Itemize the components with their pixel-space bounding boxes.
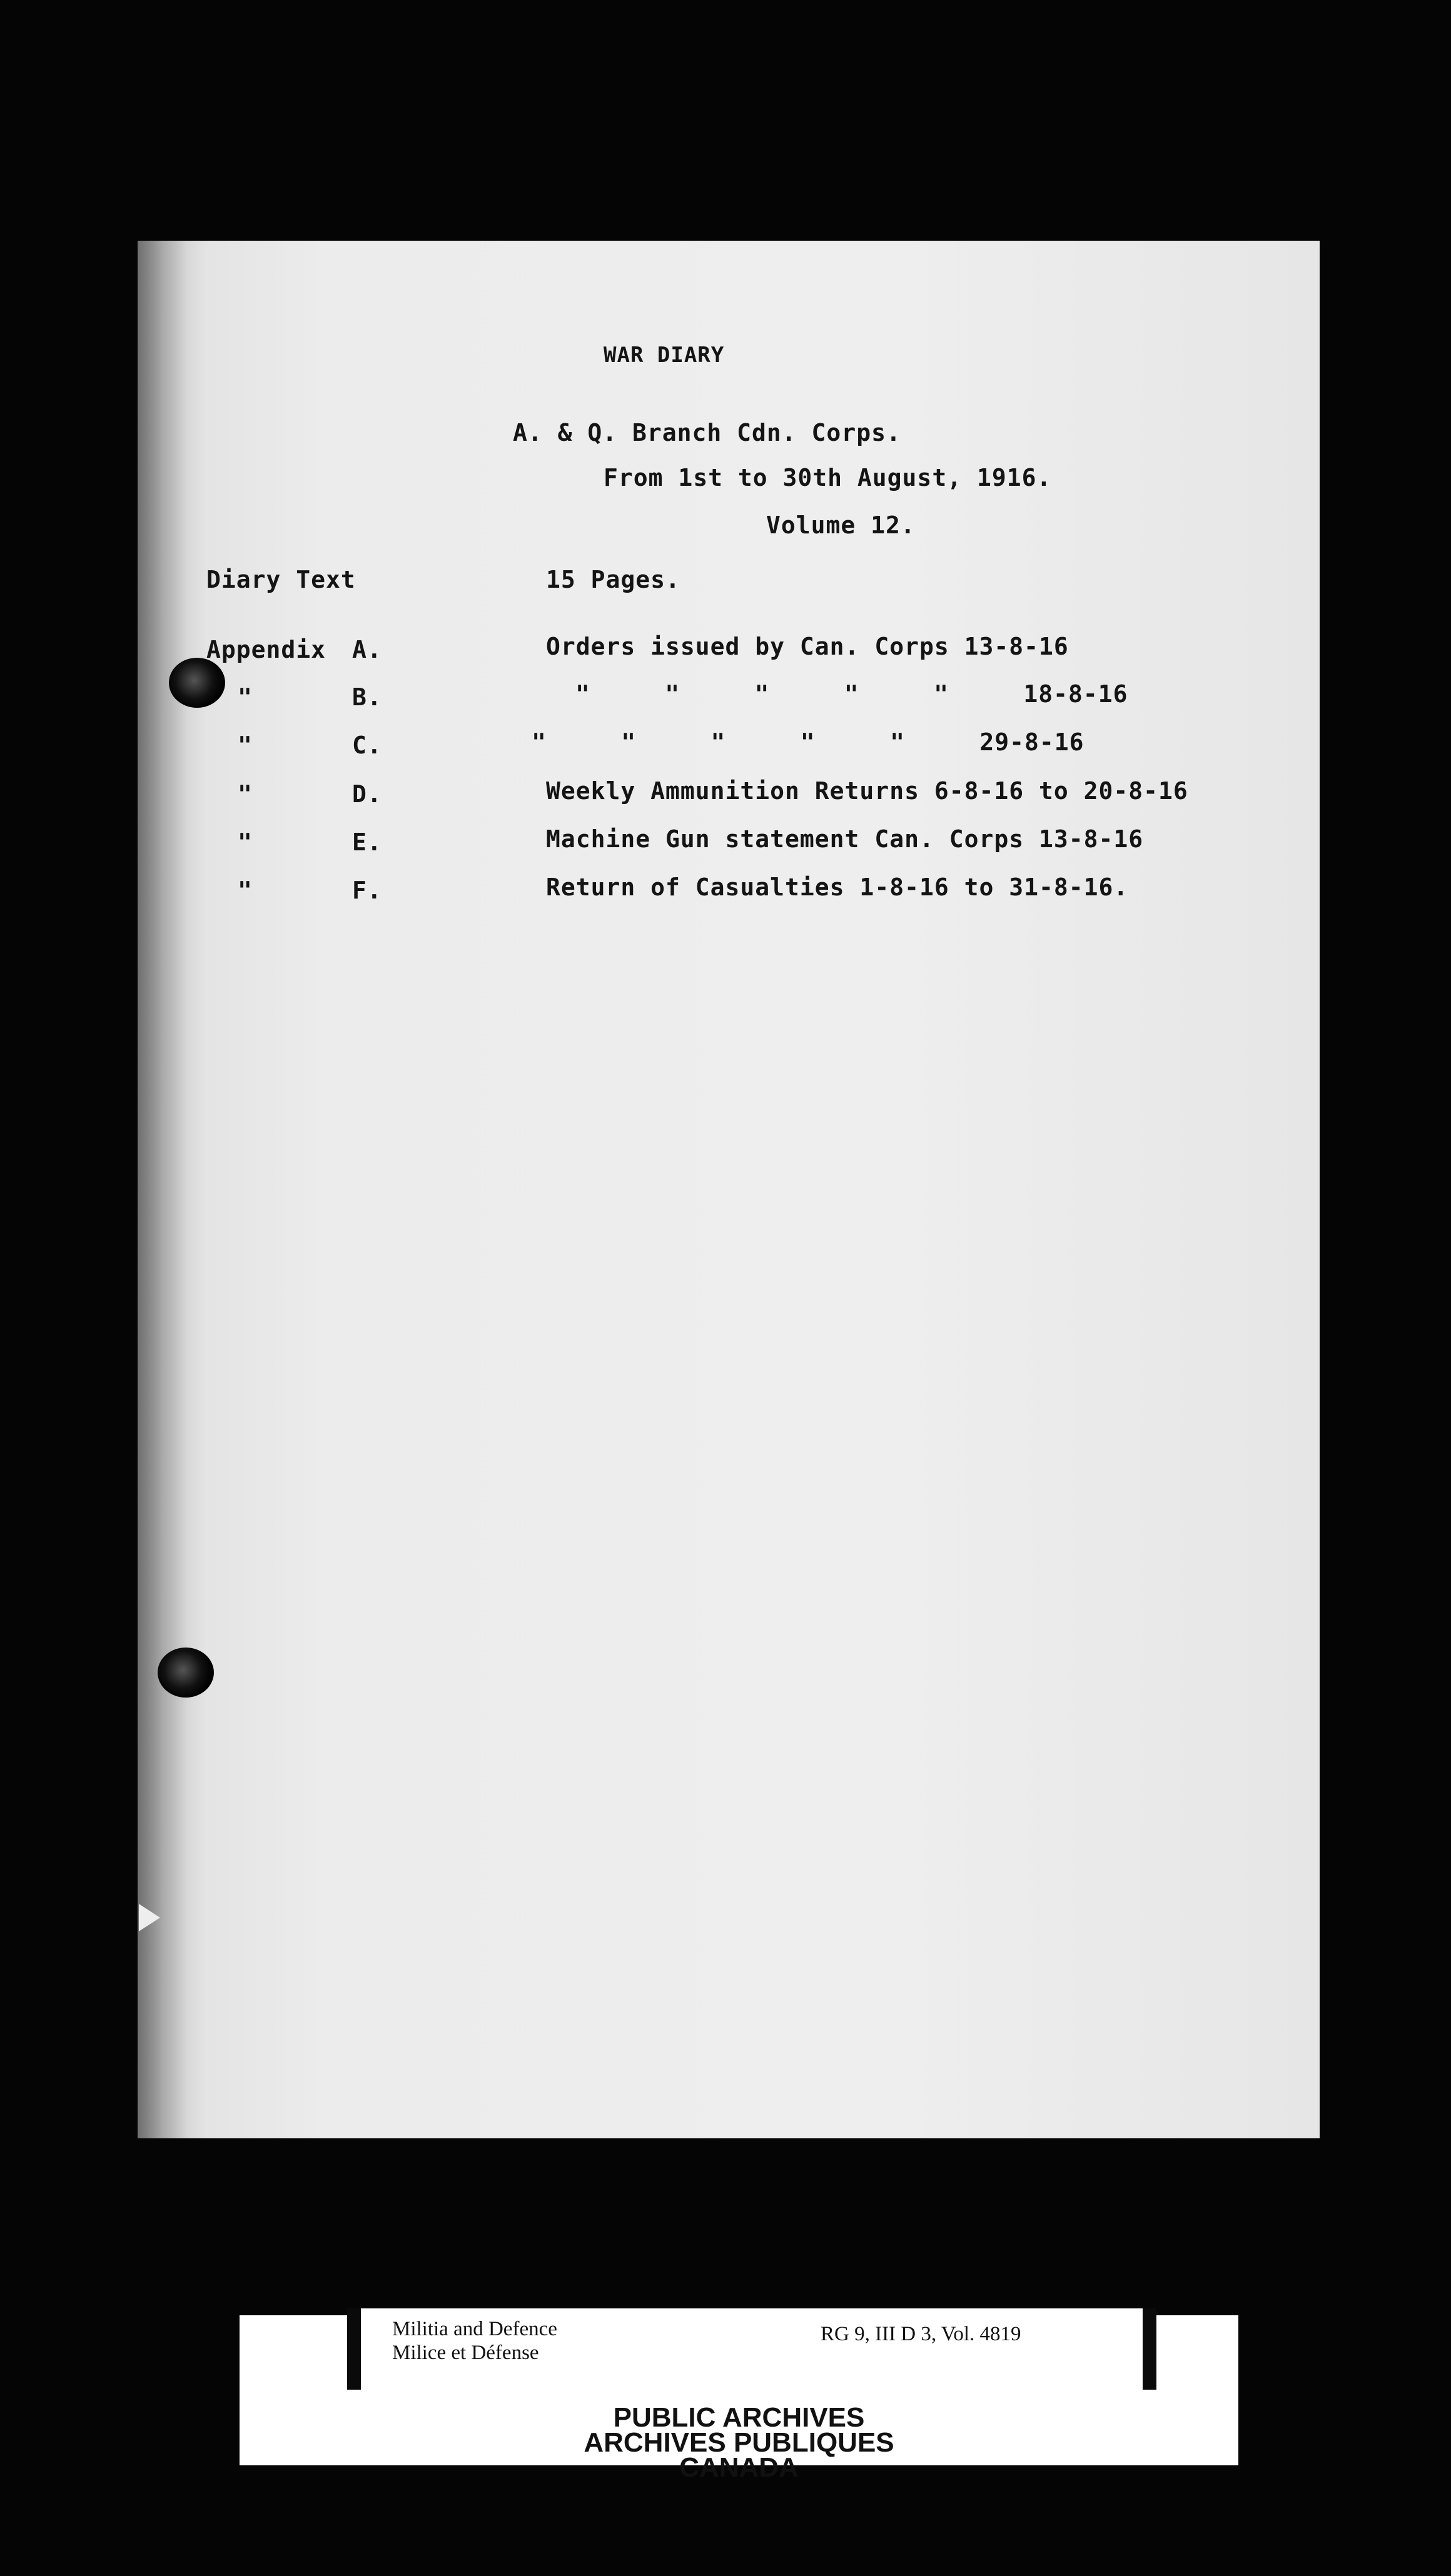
- diary-title: WAR DIARY: [604, 343, 725, 368]
- department-english: Militia and Defence: [392, 2318, 557, 2340]
- page-corner-tab: [139, 1904, 160, 1931]
- appendix-description: Weekly Ammunition Returns 6-8-16 to 20-8-16: [546, 777, 1188, 805]
- diary-text-pages: 15 Pages.: [546, 566, 680, 593]
- appendix-description: " " " " " 29-8-16: [532, 728, 1084, 756]
- appendix-prefix: ": [238, 828, 253, 856]
- appendix-prefix: Appendix: [206, 636, 326, 663]
- page-edge-shadow: [138, 241, 188, 2138]
- appendix-prefix: ": [238, 780, 253, 808]
- archives-line-2: ARCHIVES PUBLIQUES: [584, 2427, 894, 2458]
- appendix-letter: E.: [352, 828, 382, 856]
- diary-period: From 1st to 30th August, 1916.: [604, 464, 1052, 491]
- appendix-description: Return of Casualties 1-8-16 to 31-8-16.: [546, 873, 1129, 901]
- appendix-description: " " " " " 18-8-16: [575, 680, 1128, 708]
- appendix-letter: B.: [352, 683, 382, 711]
- appendix-prefix: ": [238, 877, 253, 904]
- document-page: [138, 241, 1320, 2138]
- appendix-letter: C.: [352, 732, 382, 759]
- punch-hole-bottom: [158, 1648, 214, 1698]
- appendix-prefix: ": [238, 732, 253, 759]
- record-group-reference: RG 9, III D 3, Vol. 4819: [821, 2323, 1021, 2345]
- appendix-letter: D.: [352, 780, 382, 808]
- unit-name: A. & Q. Branch Cdn. Corps.: [513, 419, 901, 446]
- appendix-prefix: ": [238, 683, 253, 711]
- appendix-letter: F.: [352, 877, 382, 904]
- archives-line-3: CANADA: [679, 2452, 799, 2483]
- archives-line-1: PUBLIC ARCHIVES: [613, 2402, 865, 2433]
- punch-hole-top: [169, 658, 225, 708]
- appendix-description: Orders issued by Can. Corps 13-8-16: [546, 633, 1069, 660]
- appendix-letter: A.: [352, 636, 382, 663]
- diary-text-label: Diary Text: [206, 566, 356, 593]
- appendix-description: Machine Gun statement Can. Corps 13-8-16: [546, 825, 1144, 853]
- volume-number: Volume 12.: [766, 511, 916, 539]
- department-french: Milice et Défense: [392, 2342, 539, 2364]
